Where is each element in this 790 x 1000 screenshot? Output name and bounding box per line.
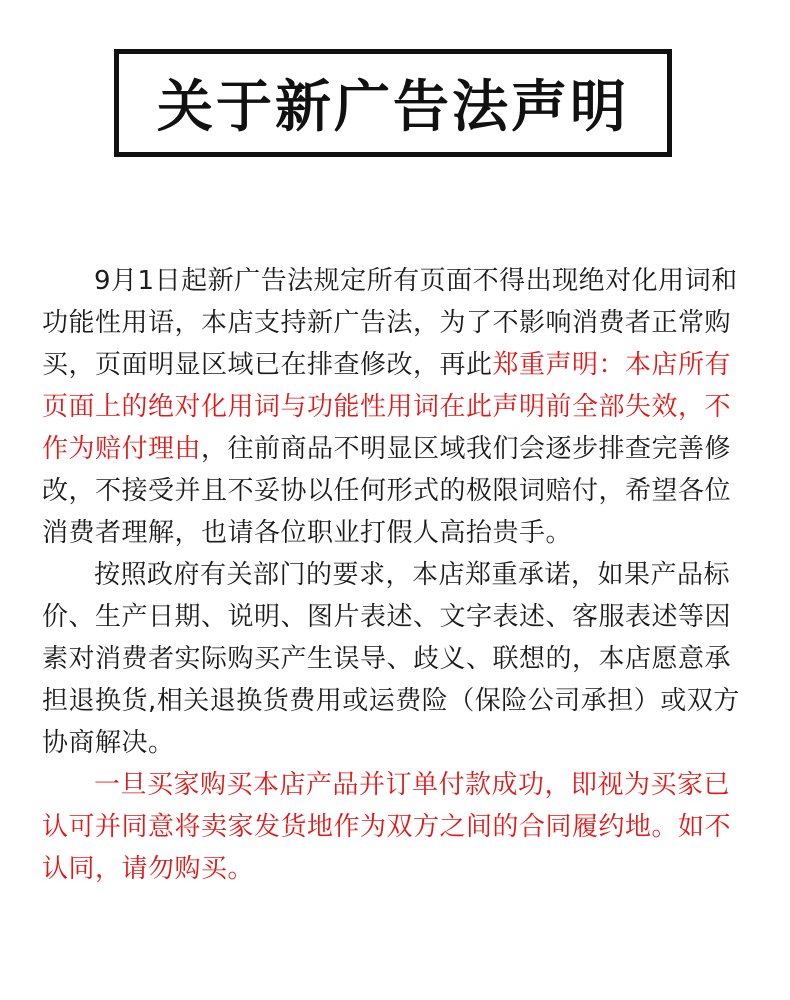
page-title: 关于新广告法声明 — [157, 75, 629, 140]
paragraph-ad-law-rest: ，往前商品不明显区域我们会逐步排查完善修改，不接受并且不妥协以任何形式的极限词赔付，希望各位消费者理解，也请各位职业打假人高抬贵手。 — [42, 434, 732, 548]
paragraph-ad-law-declaration: 郑重声明：本店所有页面上的绝对化用词与功能性用词在此声明前全部失效，不作为赔付理由 — [42, 350, 732, 464]
paragraph-contract-location: 一旦买家购买本店产品并订单付款成功，即视为买家已认可并同意将卖家发货地作为双方之间的合同履约地。如不认同，请勿购买。 — [42, 770, 732, 884]
paragraph-ad-law-intro: 9月1日起新广告法规定所有页面不得出现绝对化用词和功能性用语，本店支持新广告法，为了不影响消费者正常购买，页面明显区域已在排查修改，再此 — [42, 266, 738, 380]
paragraph-ad-law — [42, 260, 752, 554]
paragraph-return-policy: 按照政府有关部门的要求，本店郑重承诺，如果产品标价、生产日期、说明、图片表述、文字表述、客服表述等因素对消费者实际购买产生误导、歧义、联想的，本店愿意承担退换货,相关退换货费用或运费险（保险公司承担）或双方协商解决。 — [42, 560, 740, 758]
title-box — [114, 49, 672, 157]
statement-body — [42, 260, 752, 890]
